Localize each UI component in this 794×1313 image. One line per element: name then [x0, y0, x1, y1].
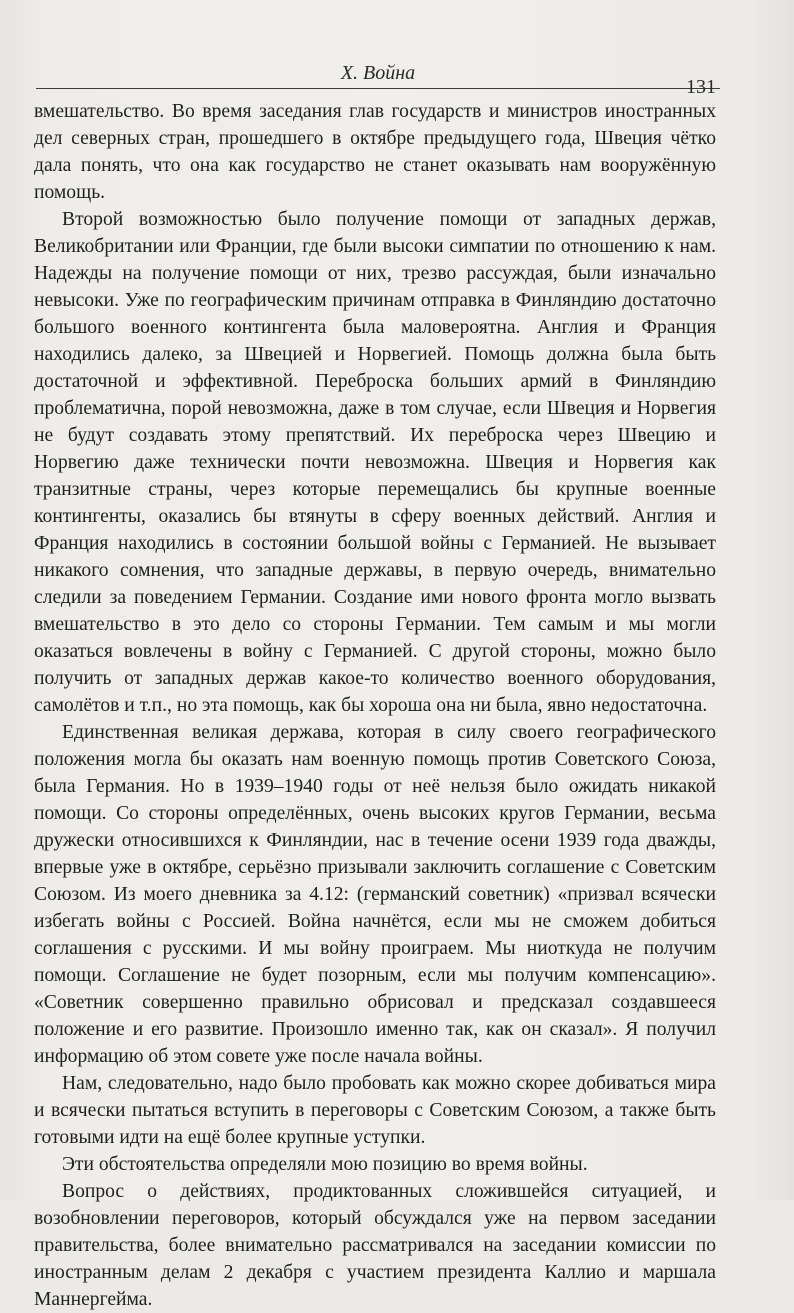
- page-number: 131: [686, 76, 716, 98]
- paragraph: вмешательство. Во время заседания глав государств и министров иностранных дел северных стран, прошедшего в октябре предыдущего года, Швеция чётко дала понять, что она как государство не станет оказывать нам вооружённую помощь.: [34, 101, 716, 203]
- paragraph: Нам, следовательно, надо было пробовать как можно скорее добиваться мира и всячески пытаться вступить в переговоры с Советским Союзом, а также быть готовыми идти на ещё более крупные уступки.: [34, 1073, 716, 1148]
- body-text: [34, 98, 716, 1313]
- running-header: [36, 58, 720, 98]
- paragraph: Эти обстоятельства определяли мою позицию во время войны.: [62, 1154, 588, 1175]
- paragraph: Вопрос о действиях, продиктованных сложившейся ситуацией, и возобновлении переговоров, который обсуждался уже на первом заседании правительства, более внимательно рассматривался на заседании комиссии по иностранным делам 2 декабря с участием президента Каллио и маршала Маннергейма.: [34, 1181, 716, 1310]
- paragraph: Единственная великая держава, которая в силу своего географического положения могла бы оказать нам военную помощь против Советского Союза, была Германия. Но в 1939–1940 годы от неё нельзя было ожидать никакой помощи. Со стороны определённых, очень высоких кругов Германии, весьма дружески относившихся к Финляндии, нас в течение осени 1939 года дважды, впервые уже в октябре, серьёзно призывали заключить соглашение с Советским Союзом. Из моего дневника за 4.12: (германский советник) «призвал всячески избегать войны с Россией. Война начнётся, если мы не сможем добиться соглашения с русскими. И мы войну проиграем. Мы ниоткуда не получим помощи. Соглашение не будет позорным, если мы получим компенсацию». «Советник совершенно правильно обрисовал и предсказал создавшееся положение и его развитие. Произошло именно так, как он сказал». Я получил информацию об этом совете уже после начала войны.: [34, 722, 716, 1067]
- paragraph: Второй возможностью было получение помощи от западных держав, Великобритании или Франции, где были высоки симпатии по отношению к нам. Надежды на получение помощи от них, трезво рассуждая, были изначально невысоки. Уже по географическим причинам отправка в Финляндию достаточно большого военного контингента была маловероятна. Англия и Франция находились далеко, за Швецией и Норвегией. Помощь должна была быть достаточной и эффективной. Переброска больших армий в Финляндию проблематична, порой невозможна, даже в том случае, если Швеция и Норвегия не будут создавать этому препятствий. Их переброска через Швецию и Норвегию даже технически почти невозможна. Швеция и Норвегия как транзитные страны, через которые перемещались бы крупные военные контингенты, оказались бы втянуты в сферу военных действий. Англия и Франция находились в состоянии большой войны с Германией. Не вызывает никакого сомнения, что западные державы, в первую очередь, внимательно следили за поведением Германии. Создание ими нового фронта могло вызвать вмешательство в это дело со стороны Германии. Тем самым и мы могли оказаться вовлечены в войну с Германией. С другой стороны, можно было получить от западных держав какое-то количество военного оборудования, самолётов и т.п., но эта помощь, как бы хороша она ни была, явно недостаточна.: [34, 209, 716, 716]
- chapter-title: X. Война: [340, 62, 416, 84]
